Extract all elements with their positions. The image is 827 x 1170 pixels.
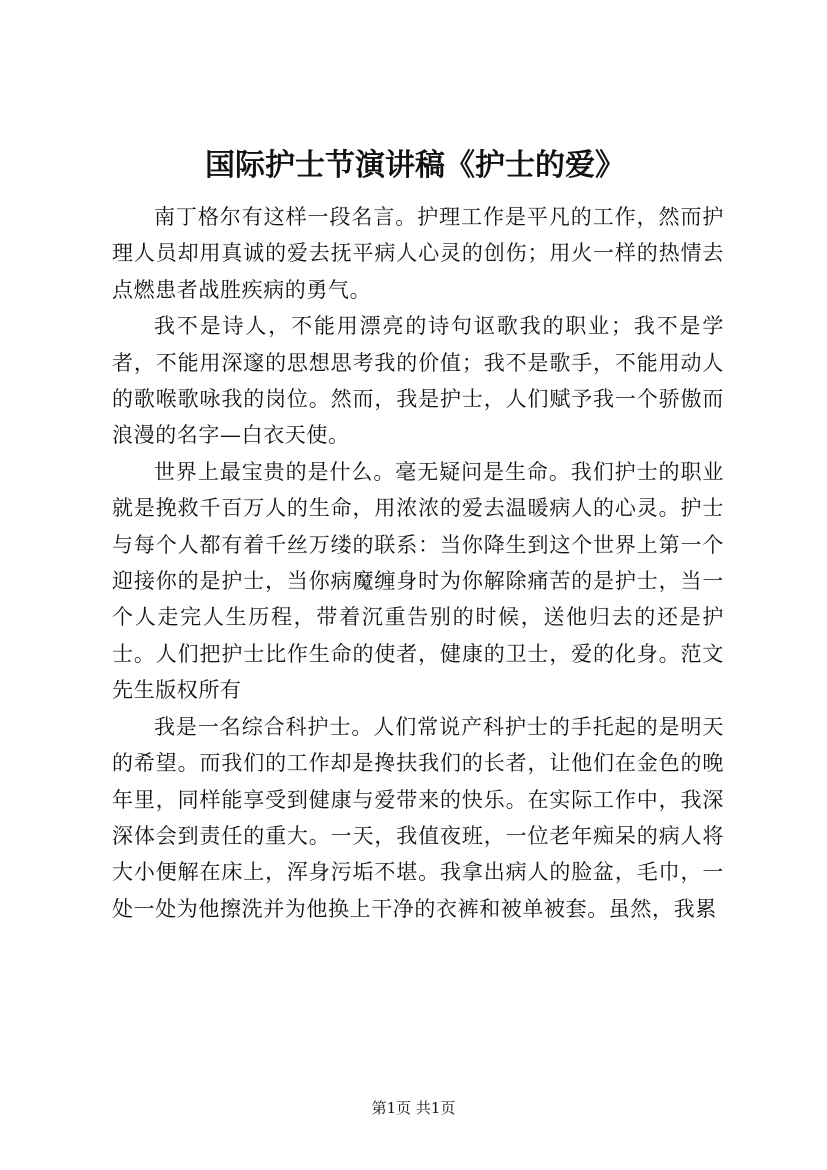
document-body (112, 199, 724, 927)
page-title: 国际护士节演讲稿《护士的爱》 (205, 148, 625, 183)
paragraph-4: 我是一名综合科护士。人们常说产科护士的手托起的是明天的希望。而我们的工作却是搀扶我们的长者，让他们在金色的晚年里，同样能享受到健康与爱带来的快乐。在实际工作中，我深深体会到责任的重大。一天，我值夜班，一位老年痴呆的病人将大小便解在床上，浑身污垢不堪。我拿出病人的脸盆，毛巾，一处一处为他擦洗并为他换上干净的衣裤和被单被套。虽然，我累 (112, 714, 724, 921)
page-footer: 第1页 共1页 (371, 1099, 456, 1117)
paragraph-1: 南丁格尔有这样一段名言。护理工作是平凡的工作，然而护理人员却用真诚的爱去抚平病人心灵的创伤；用火一样的热情去点燃患者战胜疾病的勇气。 (112, 205, 724, 302)
paragraph-3: 世界上最宝贵的是什么。毫无疑问是生命。我们护士的职业就是挽救千百万人的生命，用浓浓的爱去温暖病人的心灵。护士与每个人都有着千丝万缕的联系：当你降生到这个世界上第一个迎接你的是护士，当你病魔缠身时为你解除痛苦的是护士，当一个人走完人生历程，带着沉重告别的时候，送他归去的还是护士。人们把护士比作生命的使者，健康的卫士，爱的化身。范文先生版权所有 (112, 459, 724, 703)
paragraph-2: 我不是诗人，不能用漂亮的诗句讴歌我的职业；我不是学者，不能用深邃的思想思考我的价值；我不是歌手，不能用动人的歌喉歌咏我的岗位。然而，我是护士，人们赋予我一个骄傲而浪漫的名字—白衣天使。 (112, 314, 724, 448)
